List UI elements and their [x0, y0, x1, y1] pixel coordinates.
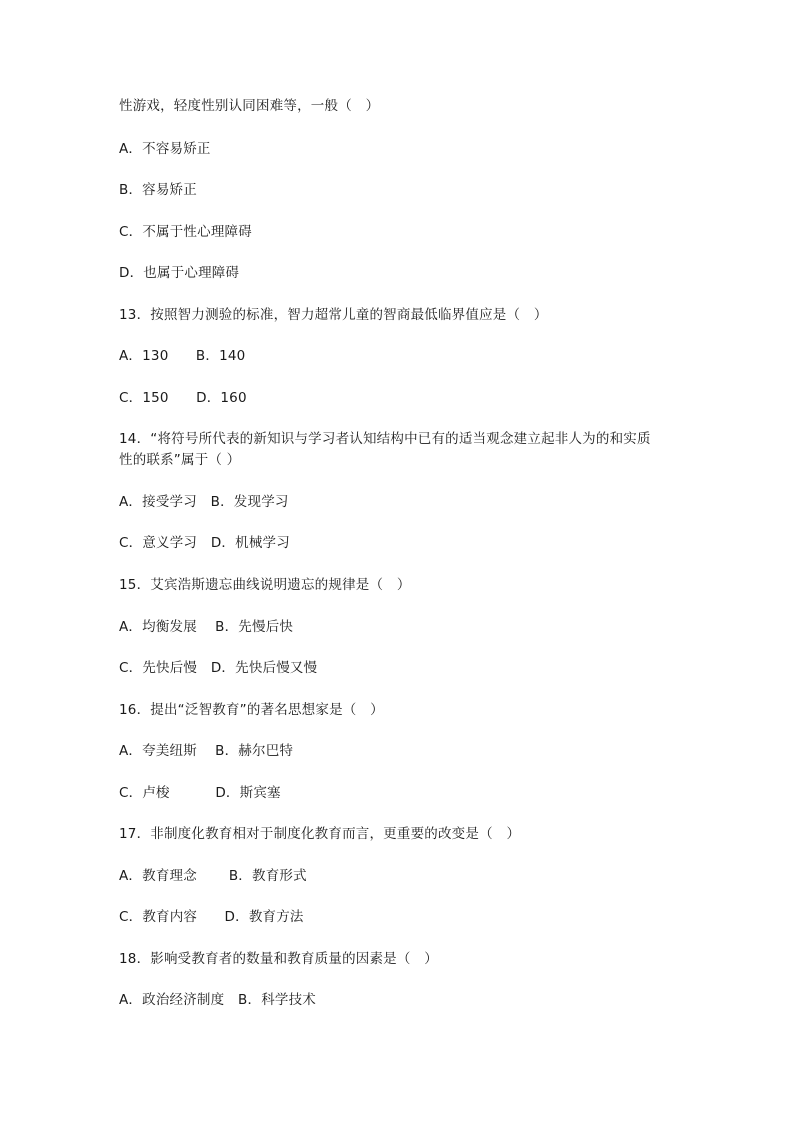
question-18-stem: 18．影响受教育者的数量和教育质量的因素是（ ） — [119, 951, 438, 967]
question-13-options-ab: A．130 B．140 — [119, 348, 246, 364]
question-12-option-c: C．不属于性心理障碍 — [119, 224, 252, 240]
question-14-stem-line-1: 14．“将符号所代表的新知识与学习者认知结构中已有的适当观念建立起非人为的和实质 — [119, 431, 651, 447]
question-14-options-ab: A．接受学习 B．发现学习 — [119, 494, 289, 510]
question-12-option-a: A．不容易矫正 — [119, 141, 211, 157]
question-12-option-d: D．也属于心理障碍 — [119, 265, 240, 281]
question-18-options-ab: A．政治经济制度 B．科学技术 — [119, 992, 316, 1008]
question-12-stem-continuation: 性游戏，轻度性别认同困难等，一般（ ） — [119, 98, 380, 114]
question-17-options-ab: A．教育理念 B．教育形式 — [119, 868, 307, 884]
question-14-stem-line-2: 性的联系”属于（ ） — [119, 452, 241, 468]
question-16-options-cd: C．卢梭 D．斯宾塞 — [119, 785, 281, 801]
question-17-stem: 17．非制度化教育相对于制度化教育而言，更重要的改变是（ ） — [119, 826, 521, 842]
question-15-options-cd: C．先快后慢 D．先快后慢又慢 — [119, 660, 318, 676]
question-15-options-ab: A．均衡发展 B．先慢后快 — [119, 619, 294, 635]
question-17-options-cd: C．教育内容 D．教育方法 — [119, 909, 304, 925]
question-16-stem: 16．提出“泛智教育”的著名思想家是（ ） — [119, 702, 384, 718]
question-13-stem: 13．按照智力测验的标准，智力超常儿童的智商最低临界值应是（ ） — [119, 307, 548, 323]
question-13-options-cd: C．150 D．160 — [119, 390, 247, 406]
question-15-stem: 15．艾宾浩斯遗忘曲线说明遗忘的规律是（ ） — [119, 577, 411, 593]
question-12-option-b: B．容易矫正 — [119, 182, 197, 198]
question-16-options-ab: A．夸美纽斯 B．赫尔巴特 — [119, 743, 294, 759]
question-14-options-cd: C．意义学习 D．机械学习 — [119, 535, 290, 551]
